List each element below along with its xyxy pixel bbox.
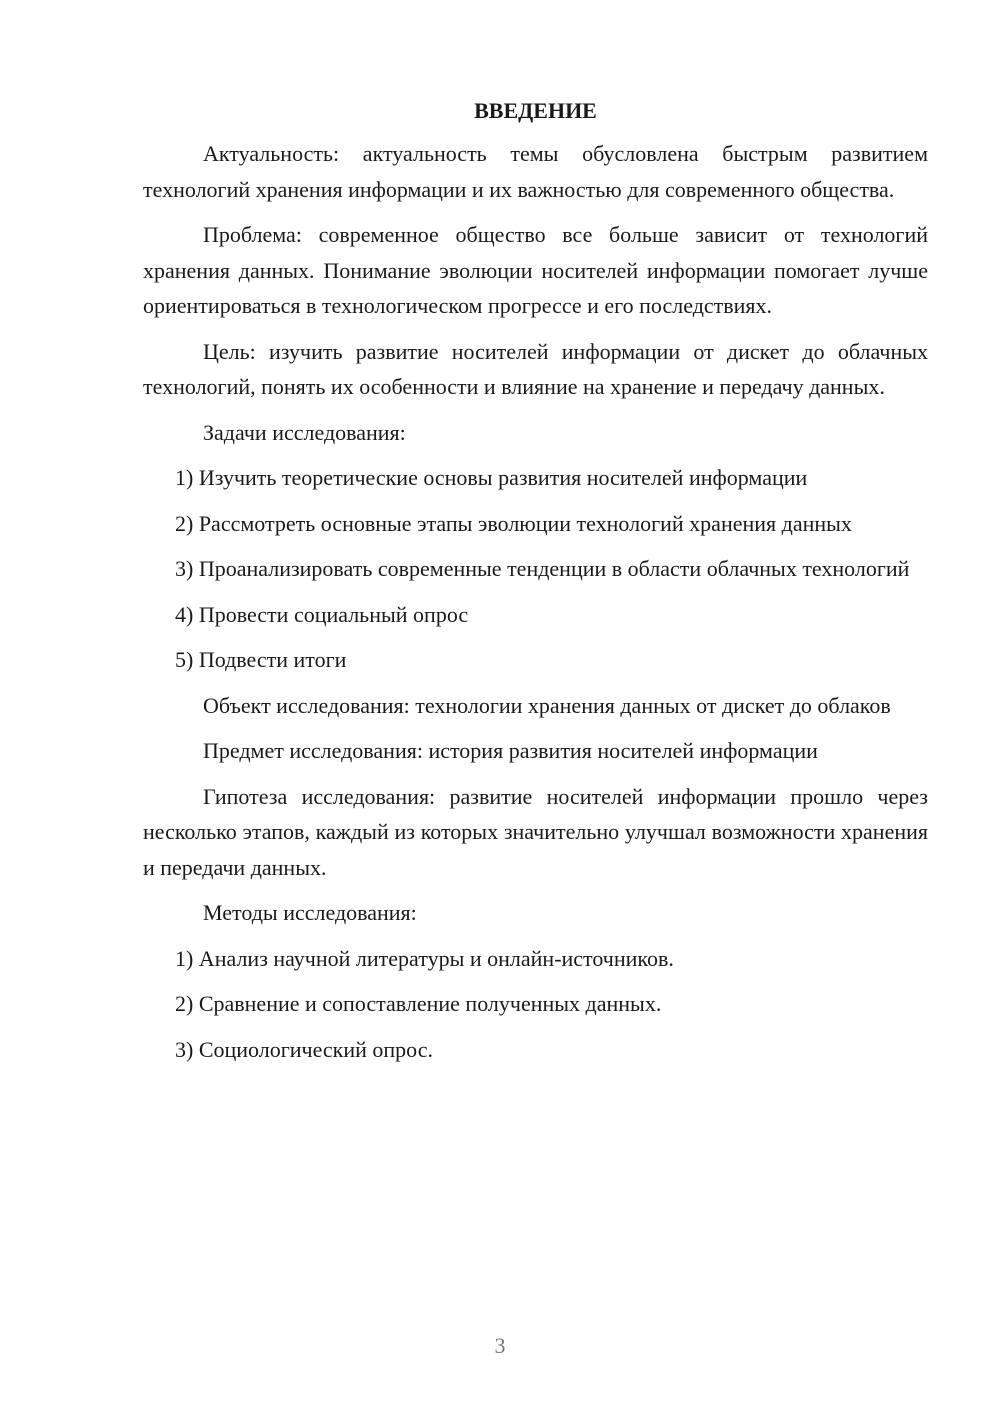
subject-paragraph: Предмет исследования: история развития носителей информации bbox=[203, 738, 818, 763]
goal-paragraph: Цель: изучить развитие носителей информации от дискет до облачных технологий, понять их особенности и влияние на хранение и передачу данных. bbox=[143, 338, 928, 399]
method-item-3: 3) Социологический опрос. bbox=[175, 1036, 433, 1062]
task-item-3: 3) Проанализировать современные тенденции в области облачных технологий bbox=[175, 556, 910, 581]
hypothesis-paragraph: Гипотеза исследования: развитие носителей информации прошло через несколько этапов, каждый из которых значительно улучшал возможности хранения и передачи данных. bbox=[143, 783, 928, 880]
task-item-5: 5) Подвести итоги bbox=[175, 647, 347, 672]
page-content bbox=[143, 94, 928, 1077]
method-item-2: 2) Сравнение и сопоставление полученных данных. bbox=[175, 991, 662, 1016]
task-item-4: 4) Провести социальный опрос bbox=[175, 601, 469, 627]
object-paragraph: Объект исследования: технологии хранения данных от дискет до облаков bbox=[203, 692, 891, 718]
method-item-1: 1) Анализ научной литературы и онлайн-источников. bbox=[175, 945, 674, 971]
relevance-paragraph: Актуальность: актуальность темы обусловлена быстрым развитием технологий хранения информации и их важностью для современного общества. bbox=[143, 141, 928, 202]
task-item-1: 1) Изучить теоретические основы развития носителей информации bbox=[175, 465, 808, 490]
page-number: 3 bbox=[494, 1333, 506, 1358]
problem-paragraph: Проблема: современное общество все больше зависит от технологий хранения данных. Понимание эволюции носителей информации помогает лучше ориентироваться в технологическом прогрессе и его последствиях. bbox=[143, 222, 928, 318]
task-item-2: 2) Рассмотреть основные этапы эволюции технологий хранения данных bbox=[175, 510, 852, 536]
section-title: ВВЕДЕНИЕ bbox=[474, 98, 597, 123]
methods-heading: Методы исследования: bbox=[203, 900, 417, 925]
tasks-heading: Задачи исследования: bbox=[203, 419, 406, 445]
